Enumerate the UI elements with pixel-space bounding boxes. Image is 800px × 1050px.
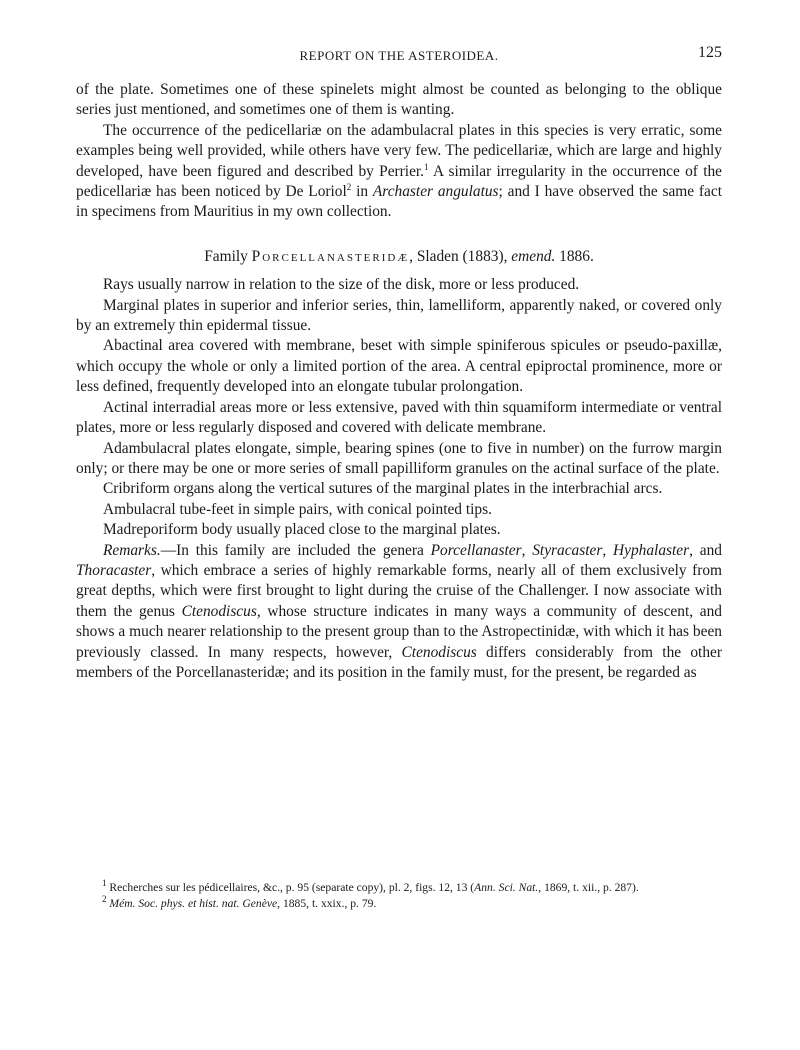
family-heading [76,247,722,267]
genus-name: Hyphalaster [613,541,690,559]
family-authority: , Sladen (1883), [409,247,512,265]
genus-name: Thoracaster [76,561,152,579]
journal-title: Ann. Sci. Nat. [474,881,539,894]
footnote-1 [76,880,722,896]
pedicellariae-text-1: The occurrence of the pedicellariæ on the adambulacral plates in this species is very erratic, some examples being well provided, while others have very few. The pedicellariæ, which are large and highly developed, have been figured and described by Perrier. [76,121,722,180]
family-name: Porcellanasteridæ [251,247,410,265]
journal-title: Mém. Soc. phys. et hist. nat. Genève [109,897,278,910]
genus-name: Porcellanaster [430,541,522,559]
character-adambulacral-plates: Adambulacral plates elongate, simple, bearing spines (one to five in number) on the furrow margin only; or there may be one or more series of small papilliform granules on the actinal surface of the plate. [76,439,722,477]
genus-name: Ctenodiscus [181,602,257,620]
page-number: 125 [698,44,722,61]
remarks-text: , and [689,541,722,559]
species-name: Archaster angulatus [372,183,499,201]
character-rays: Rays usually narrow in relation to the size of the disk, more or less produced. [103,276,580,294]
character-marginal-plates: Marginal plates in superior and inferior series, thin, lamelliform, apparently naked, or covered only by an extremely thin epidermal tissue. [76,296,722,335]
remarks-text: , whose structure indicates in many ways a community of descent, and shows a much nearer relationship to the present group than to the Astropectinidæ, with which it has been previously classed. In many respects, however, [76,602,722,661]
character-tube-feet: Ambulacral tube-feet in simple pairs, with conical pointed tips. [103,500,492,518]
family-prefix: Family [204,247,252,265]
remarks-text: , [602,541,614,559]
character-actinal-areas: Actinal interradial areas more or less extensive, paved with thin squamiform intermediate or ventral plates, more or less regularly disposed and covered with delicate membrane. [76,398,722,437]
character-abactinal-area: Abactinal area covered with membrane, beset with simple spiniferous spicules or pseudo-paxillæ, which occupy the whole or only a limited portion of the area. A central epiproctal prominence, more or less defined, frequently developed into an elongate tubular prolongation. [76,337,722,396]
footnote-ref-1: 1 [424,161,429,172]
family-emend: emend. [511,247,556,265]
footnote-2 [76,896,722,912]
body-text [76,80,722,683]
remarks-label: Remarks. [103,541,161,559]
character-madreporiform-body: Madreporiform body usually placed close to the marginal plates. [103,521,501,539]
running-title: REPORT ON THE ASTEROIDEA. [299,48,499,63]
pedicellariae-paragraph [76,121,722,223]
remarks-text: , [521,541,533,559]
genus-name: Styracaster [532,541,603,559]
remarks-text: , which embrace a series of highly remarkable forms, nearly all of them exclusively from great depths, which were first brought to light during the cruise of the Challenger. I now associate with them the genus [76,561,722,620]
remarks-text: differs considerably from the other members of the Porcellanasteridæ; and its position in the family must, for the present, be regarded as [76,643,722,681]
continuation-paragraph: of the plate. Sometimes one of these spinelets might almost be counted as belonging to the oblique series just mentioned, and sometimes one of them is wanting. [76,81,722,119]
genus-name: Ctenodiscus [401,643,477,661]
family-year: 1886. [555,247,594,265]
footnote-ref-2: 2 [346,181,352,192]
page-header [76,42,722,66]
footnote-mark: 2 [102,894,107,905]
pedicellariae-text-4: ; and I have observed the same fact in specimens from Mauritius in my own collection. [76,183,722,221]
footnote-text: , 1885, t. xxix., p. 79. [277,897,377,910]
remarks-paragraph [76,541,722,684]
footnotes [76,880,722,912]
character-cribriform-organs: Cribriform organs along the vertical sutures of the marginal plates in the interbrachial arcs. [103,480,663,498]
pedicellariae-text-2: A similar irregularity in the occurrence of the pedicellariæ has been noticed by De Loriol [76,162,723,201]
footnote-mark: 1 [102,878,107,889]
footnote-text: Recherches sur les pédicellaires, &c., p. 95 (separate copy), pl. 2, figs. 12, 13 ( [106,881,475,894]
pedicellariae-text-3: in [351,183,373,201]
footnote-text: , 1869, t. xii., p. 287). [538,881,639,894]
remarks-text: —In this family are included the genera [160,541,431,559]
